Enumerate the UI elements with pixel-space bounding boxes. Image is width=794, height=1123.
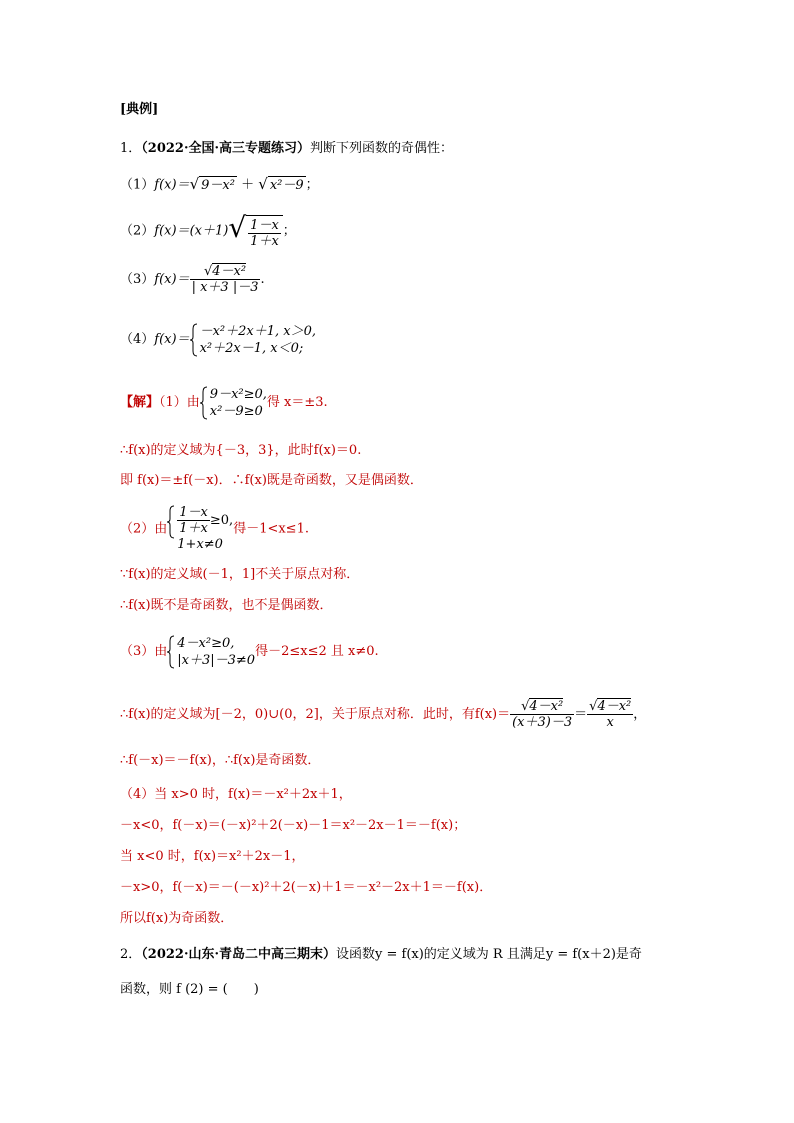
q1-item-3: （3）f(x)＝ $\frac{\text{√4－x²}}{| x+3 |-3}$ . [120,264,265,295]
solution-part-2: （2）由 $\frac{1-x}{1+x}$ ≥0, 1+x≠0 得－1<x≤1. [120,505,309,552]
question-number: 2． [120,947,142,962]
question-2-stem [120,946,642,964]
solution-line: －x<0，f(－x)＝(－x)²＋2(－x)－1＝x²－2x－1＝－f(x)； [120,818,467,833]
left-brace-icon [200,386,208,420]
sqrt-expression: √ 9－x² [189,175,235,193]
condition-system: 9－x²≥0, x²－9≥0 [200,386,267,420]
solution-line: 所以f(x)为奇函数． [120,911,234,926]
q1-item-4 [120,322,316,358]
question-number: 1． [120,141,142,156]
piecewise-system: －x²＋2x＋1, x＞0, x²＋2x－1, x＜0; [190,323,316,357]
question-source: （2022·山东·青岛二中高三期末） [141,947,337,962]
left-brace-icon [167,635,175,669]
fraction: $\frac{\text{√4－x²}}{(x+3)-3}$ [512,699,573,730]
solution-line: ∴f(－x)＝－f(x)，∴f(x)是奇函数． [120,753,321,768]
question-2-stem-cont: 函数，则 f (2) = ( ) [120,982,259,997]
solution-line: ∴f(x)的定义域为{－3，3}，此时f(x)＝0. [120,443,362,458]
q1-item-1: （1）f(x)＝√ 9－x² ＋ √ x²－9 ； [120,175,319,193]
solution-line: ∴f(x)既不是奇函数，也不是偶函数． [120,598,333,613]
item-function: f(x)＝ [154,272,190,287]
question-source: （2022·全国·高三专题练习） [141,141,311,156]
q1-item-2: （2）f(x)＝(x＋1)√ $\frac{1-x}{1+x}$ ； [120,210,296,252]
item-label: （4） [120,332,155,347]
sqrt-fraction: √ $\frac{1-x}{1+x}$ [228,210,282,252]
solution-line: ∵f(x)的定义域(－1，1]不关于原点对称． [120,567,360,582]
condition-system: 4－x²≥0, |x＋3|－3≠0 [167,635,255,669]
solution-line: 当 x<0 时，f(x)＝x²＋2x－1， [120,849,305,864]
item-function: f(x)＝ [154,332,190,347]
fraction: $\frac{\text{√4－x²}}{| x+3 |-3}$ [191,264,259,295]
item-label: （3） [120,272,155,287]
sqrt-expression: √ x²－9 [258,175,304,193]
item-function: f(x)＝ [154,177,190,193]
item-label: （2） [120,223,155,239]
left-brace-icon [167,505,175,539]
condition-system: $\frac{1-x}{1+x}$ ≥0, 1+x≠0 [167,505,233,553]
question-text: 判断下列函数的奇偶性： [310,141,454,156]
item-label: （1） [120,177,155,193]
question-text: 设函数y = f(x)的定义域为 R 且满足y = f(x＋2)是奇 [336,947,642,962]
fraction: $\frac{\text{√4－x²}}{x}$ [589,699,632,730]
solution-part-3-domain: ∴f(x)的定义域为[－2，0)∪(0，2]，关于原点对称．此时，有f(x)＝ $\frac{\text{√4－x²}}{(x+3)-3}$ ＝ $\frac{\text{√4－x²}}{x}$ ， [120,699,647,730]
solution-line: －x>0，f(－x)＝－(－x)²＋2(－x)＋1＝－x²－2x＋1＝－f(x)． [120,880,493,895]
item-function: f(x)＝(x＋1) [154,223,229,239]
section-heading: [典例] [120,102,159,117]
solution-tag: 【解】 [120,395,160,410]
question-1-stem [120,140,453,158]
solution-part-1: 【解】（1）由 9－x²≥0, x²－9≥0 得 x＝±3. [120,386,328,419]
solution-line: 即 f(x)＝±f(－x)．∴f(x)既是奇函数，又是偶函数． [120,473,423,488]
solution-part-3: （3）由 4－x²≥0, |x＋3|－3≠0 得－2≤x≤2 且 x≠0. [120,635,379,668]
left-brace-icon [190,323,198,357]
solution-line: （4）当 x>0 时，f(x)＝－x²＋2x＋1， [120,787,352,802]
